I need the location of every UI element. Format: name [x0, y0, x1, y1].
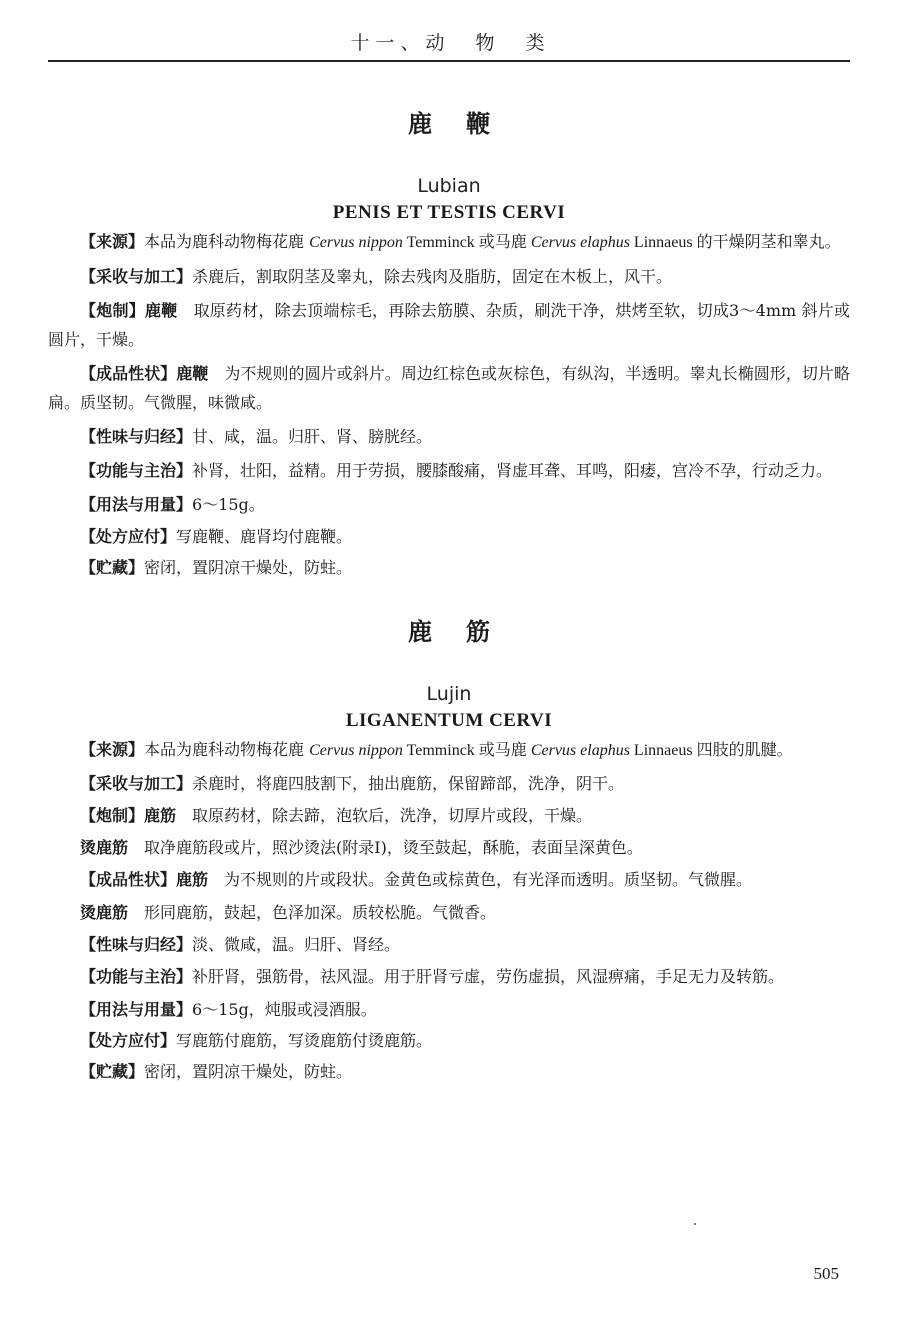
- section-label: 【性味与归经】: [80, 427, 193, 446]
- section-label: 【成品性状】: [80, 364, 177, 383]
- text: 甘、咸，温。归肝、肾、膀胱经。: [192, 427, 433, 446]
- section-label: 【炮制】: [80, 301, 145, 320]
- section-label: 【处方应付】: [80, 1031, 177, 1050]
- text: 补肝肾，强筋骨，祛风湿。用于肝肾亏虚，劳伤虚损，风湿痹痛，手足无力及转筋。: [192, 967, 785, 986]
- section-label: 【来源】: [80, 232, 145, 251]
- section-label: 【性味与归经】: [80, 935, 193, 954]
- section-dosage: [48, 995, 850, 1024]
- text: Linnaeus 的干燥阴茎和睾丸。: [629, 234, 841, 251]
- section-appearance-variant: [48, 898, 850, 927]
- text: 取净鹿筋段或片，照沙烫法(附录Ⅰ)，烫至鼓起，酥脆，表面呈深黄色。: [128, 838, 643, 857]
- text: 本品为鹿科动物梅花鹿: [144, 740, 310, 759]
- section-function: [48, 456, 850, 485]
- section-label: 【贮藏】: [80, 1062, 145, 1081]
- section-label: 【功能与主治】: [80, 967, 193, 986]
- section-prescription: [48, 1026, 850, 1055]
- text: 取原药材，除去蹄，泡软后，洗净，切厚片或段，干燥。: [176, 806, 593, 825]
- section-label: 【用法与用量】: [80, 1000, 193, 1019]
- species-name: Cervus elaphus: [530, 234, 630, 251]
- section-label: 【贮藏】: [80, 558, 145, 577]
- text: Temminck 或马鹿: [402, 742, 531, 759]
- text: 杀鹿后，割取阴茎及睾丸，除去残肉及脂肪，固定在木板上，风干。: [192, 267, 673, 286]
- section-appearance: [48, 865, 850, 894]
- subheading: 鹿筋: [176, 870, 209, 889]
- section-label: 【炮制】: [80, 806, 145, 825]
- section-nature: [48, 422, 850, 451]
- monograph-latin-name: PENIS ET TESTIS CERVI: [332, 202, 566, 223]
- section-appearance: [48, 359, 850, 417]
- page-content: [48, 98, 850, 1086]
- section-harvest: [48, 262, 850, 291]
- header-rule: [48, 60, 850, 62]
- section-label: 【采收与加工】: [80, 774, 193, 793]
- monograph-pinyin: Lujin: [426, 683, 472, 705]
- section-label: 【成品性状】: [80, 870, 177, 889]
- text: 密闭，置阴凉干燥处，防蛀。: [144, 1062, 353, 1081]
- subheading: 鹿筋: [144, 806, 177, 825]
- species-name: Cervus elaphus: [530, 742, 630, 759]
- section-storage: [48, 1057, 850, 1086]
- section-source: [48, 227, 850, 257]
- section-function: [48, 962, 850, 991]
- monograph-title: 鹿筋: [408, 618, 524, 646]
- text: 杀鹿时，将鹿四肢割下，抽出鹿筋，保留蹄部，洗净，阴干。: [192, 774, 625, 793]
- subheading: 烫鹿筋: [80, 903, 129, 922]
- text: 补肾，壮阳，益精。用于劳损，腰膝酸痛，肾虚耳聋、耳鸣，阳痿，宫冷不孕，行动乏力。: [192, 461, 833, 480]
- subheading: 烫鹿筋: [80, 838, 129, 857]
- subheading: 鹿鞭: [144, 301, 178, 320]
- text: Linnaeus 四肢的肌腱。: [629, 742, 793, 759]
- text: 本品为鹿科动物梅花鹿: [144, 232, 310, 251]
- text: 取原药材，除去顶端棕毛，再除去筋膜、杂质，刷洗干净，烘烤至软，切成3～4mm 斜片或圆片，干燥。: [48, 301, 850, 349]
- text: 6～15g。: [192, 495, 265, 514]
- text: 写鹿鞭、鹿肾均付鹿鞭。: [176, 527, 353, 546]
- text: 形同鹿筋，鼓起，色泽加深。质较松脆。气微香。: [128, 903, 497, 922]
- text: 为不规则的圆片或斜片。周边红棕色或灰棕色，有纵沟，半透明。睾丸长椭圆形，切片略扁。质坚韧。气微腥，味微咸。: [48, 364, 850, 412]
- page-number: 505: [813, 1264, 839, 1283]
- section-nature: [48, 930, 850, 959]
- text: 写鹿筋付鹿筋，写烫鹿筋付烫鹿筋。: [176, 1031, 433, 1050]
- species-name: Cervus nippon: [309, 742, 403, 759]
- section-prescription: [48, 522, 850, 551]
- monograph-title: 鹿鞭: [408, 110, 524, 138]
- running-head: 十一、动 物 类: [350, 32, 551, 54]
- monograph-latin-name: LIGANENTUM CERVI: [345, 710, 553, 731]
- section-harvest: [48, 769, 850, 798]
- section-dosage: [48, 490, 850, 519]
- scan-speck: [694, 1223, 696, 1225]
- text: 密闭，置阴凉干燥处，防蛀。: [144, 558, 353, 577]
- text: Temminck 或马鹿: [402, 234, 531, 251]
- subheading: 鹿鞭: [176, 364, 209, 383]
- section-label: 【功能与主治】: [80, 461, 193, 480]
- section-source: [48, 735, 850, 765]
- section-label: 【来源】: [80, 740, 145, 759]
- text: 6～15g，炖服或浸酒服。: [192, 1000, 377, 1019]
- section-processing: [48, 296, 850, 354]
- text: 淡、微咸，温。归肝、肾经。: [192, 935, 401, 954]
- section-processing: [48, 801, 850, 830]
- section-label: 【处方应付】: [80, 527, 177, 546]
- species-name: Cervus nippon: [309, 234, 403, 251]
- section-label: 【用法与用量】: [80, 495, 193, 514]
- section-processing-variant: [48, 833, 850, 862]
- monograph-pinyin: Lubian: [417, 175, 481, 197]
- section-storage: [48, 553, 850, 582]
- section-label: 【采收与加工】: [80, 267, 193, 286]
- text: 为不规则的片或段状。金黄色或棕黄色，有光泽而透明。质坚韧。气微腥。: [208, 870, 753, 889]
